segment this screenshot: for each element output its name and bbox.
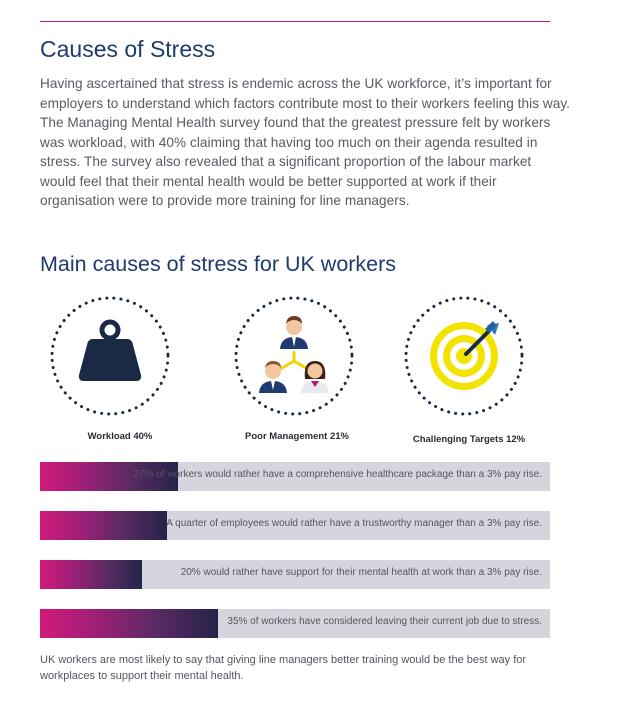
top-divider [40,21,550,22]
management-circle [233,295,355,417]
targets-circle [403,295,525,417]
cause-label-targets: Challenging Targets 12% [412,434,526,445]
footer-note: UK workers are most likely to say that giving line managers better training would be the best way for workplaces to support their mental health. [40,654,527,682]
stat-bar-fill [40,609,218,638]
workload-circle [49,295,171,417]
stat-text: 35% of workers have considered leaving their current job due to stress. [227,616,542,627]
causes-title: Main causes of stress for UK workers [40,252,397,276]
stat-bar-mental-health [40,560,550,589]
stat-text: 20% would rather have support for their mental health at work than a 3% pay rise. [180,567,542,578]
target-icon [403,295,525,417]
cause-label-management: Poor Management 21% [245,431,349,442]
stat-bar-leaving [40,609,550,638]
stat-text: A quarter of employees would rather have a trustworthy manager than a 3% pay rise. [166,518,542,529]
stat-bar-fill [40,511,167,540]
stat-bar-fill [40,560,142,589]
stat-bar-healthcare [40,462,550,491]
cause-label-workload: Workload 40% [87,431,153,442]
management-icon [233,295,355,417]
stat-text: 27% of workers would rather have a comprehensive healthcare package than a 3% pay rise. [133,469,542,480]
section-body: Having ascertained that stress is endemic across the UK workforce, it’s important for employers to understand which factors contribute most to their workers feeling this way. The Managing Mental Health survey found that the greatest pressure felt by workers was workload, with 40% claiming that having too much on their agenda resulted in stress. The survey also revealed that a significant proportion of the labour market would feel that their mental health would be better supported at work if their organisation were to provide more training for line managers. [40,76,571,208]
stat-bar-manager [40,511,550,540]
weight-icon [49,295,171,417]
section-title: Causes of Stress [40,36,216,62]
